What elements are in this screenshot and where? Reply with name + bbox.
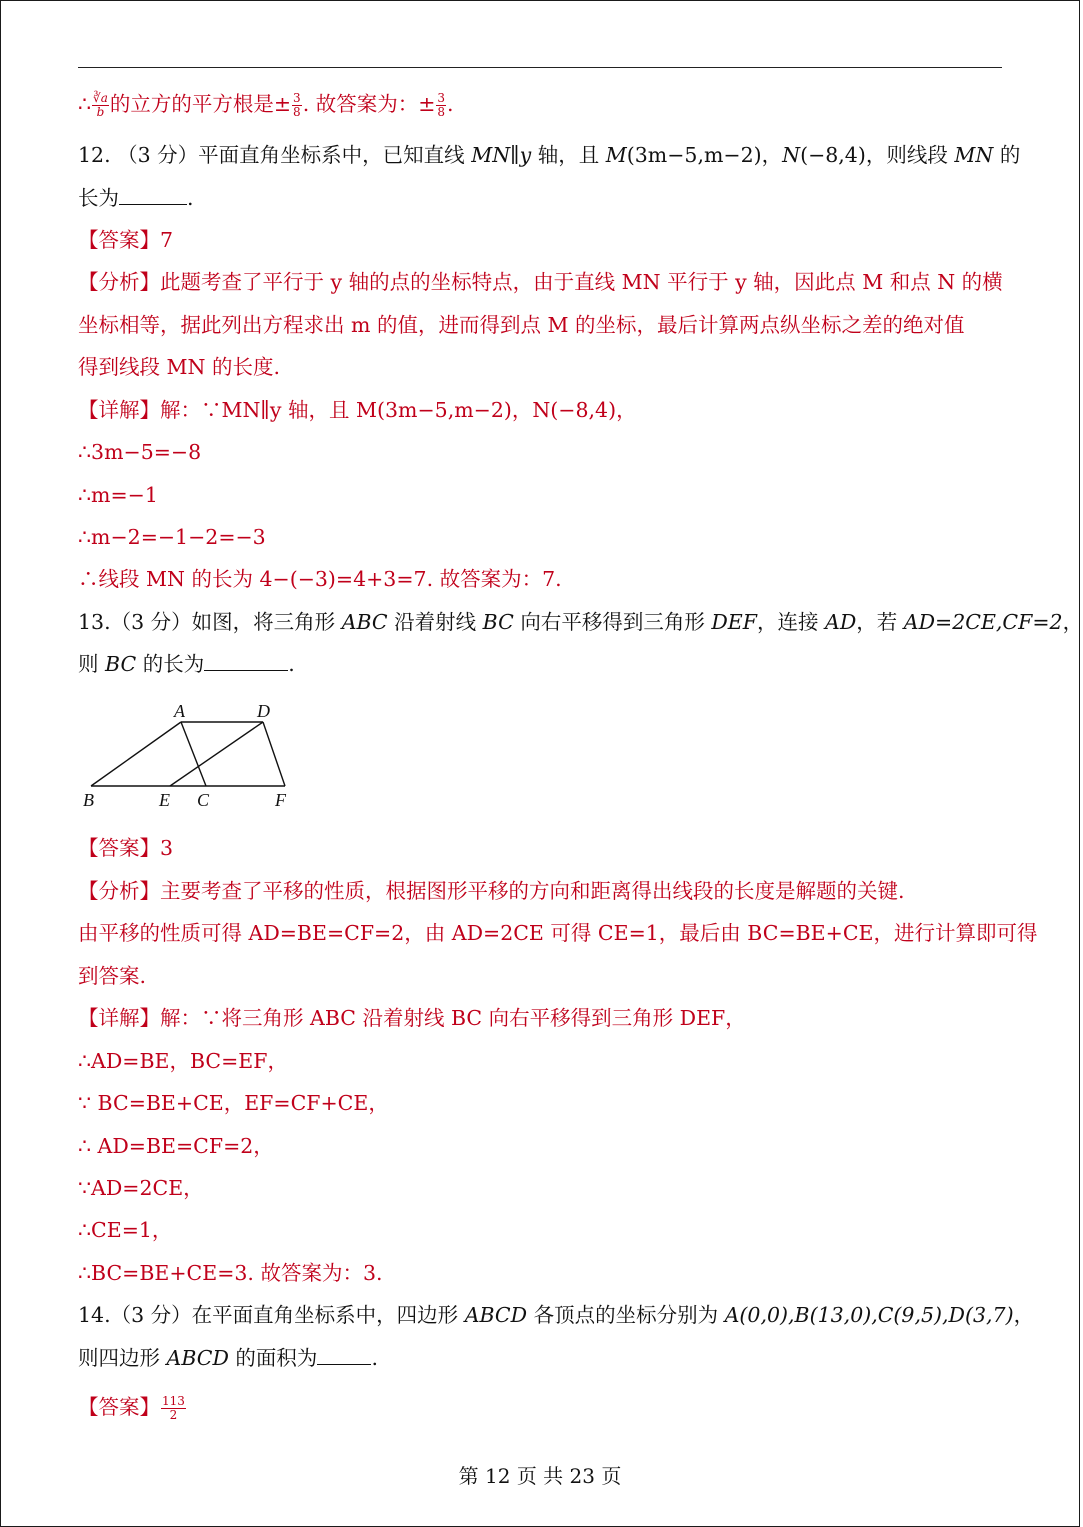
therefore-symbol: ∴: [78, 92, 92, 116]
q12-detail-line4: ∴m−2=−1−2=−3: [78, 525, 266, 549]
q13-detail-line1: 【详解】解：∵将三角形 ABC 沿着射线 BC 向右平移得到三角形 DEF，: [78, 1006, 746, 1030]
label-F: F: [275, 790, 286, 810]
answer-blank: [119, 186, 187, 205]
q14-answer: 【答案】 $\frac{113}{2}$: [78, 1394, 185, 1422]
answer-blank: [204, 652, 288, 671]
q12-detail-line1: 【详解】解：∵MN∥y 轴，且 M(3m−5,m−2)，N(−8,4)，: [78, 398, 637, 422]
q13-analysis-line2: 由平移的性质可得 AD=BE=CF=2，由 AD=2CE 可得 CE=1，最后由 BC=BE+CE，进行计算即可得: [78, 921, 1038, 945]
q13-detail-line3: ∵ BC=BE+CE，EF=CF+CE，: [78, 1091, 389, 1115]
translation-figure: [80, 700, 300, 812]
page-footer: 第 12 页 共 23 页: [458, 1464, 622, 1488]
label-B: B: [83, 790, 94, 810]
label-D: D: [257, 701, 270, 721]
q13-detail-line2: ∴AD=BE，BC=EF，: [78, 1049, 288, 1073]
segment-DE: [170, 722, 263, 786]
segment-AB: [91, 722, 181, 786]
label-E: E: [159, 790, 170, 810]
fraction-cbrt-a-over-b: $\frac{∛a}{b}$: [93, 91, 108, 119]
q12-question-line2: 长为 .: [78, 186, 194, 210]
q12-analysis-line1: 【分析】此题考查了平行于 y 轴的点的坐标特点，由于直线 MN 平行于 y 轴，因此点 M 和点 N 的横: [78, 270, 1003, 294]
label-A: A: [174, 701, 185, 721]
q12-question-line1: 12. （3 分）平面直角坐标系中，已知直线 MN∥y 轴，且 M(3m−5,m−2)，N(−8,4)，则线段 MN 的: [78, 143, 1021, 167]
segment-DF: [263, 722, 285, 786]
q13-answer: 【答案】3: [78, 836, 174, 860]
q11-conclusion: ∴ $\frac{∛a}{b}$ 的立方的平方根是± $\frac{3}{8}$ . 故答案为：± $\frac{3}{8}$ .: [78, 91, 454, 119]
q12-detail-line3: ∴m=−1: [78, 483, 158, 507]
fraction-3-8-answer: $\frac{3}{8}$: [437, 91, 446, 119]
answer-blank: [317, 1346, 371, 1365]
header-rule: [78, 67, 1002, 68]
q14-question-line2: 则四边形 ABCD 的面积为 .: [78, 1346, 378, 1370]
label-C: C: [197, 790, 210, 810]
q12-analysis-line2: 坐标相等，据此列出方程求出 m 的值，进而得到点 M 的坐标，最后计算两点纵坐标之差的绝对值: [78, 313, 965, 337]
q13-detail-line5: ∵AD=2CE，: [78, 1176, 204, 1200]
q13-detail-line6: ∴CE=1，: [78, 1218, 173, 1242]
q13-detail-line7: ∴BC=BE+CE=3. 故答案为：3.: [78, 1261, 383, 1285]
fraction-3-8: $\frac{3}{8}$: [293, 91, 301, 119]
q13-question-line1: 13.（3 分）如图，将三角形 ABC 沿着射线 BC 向右平移得到三角形 DEF，连接 AD，若 AD=2CE,CF=2，: [78, 610, 1083, 634]
q13-question-line2: 则 BC 的长为 .: [78, 652, 295, 676]
q12-detail-line2: ∴3m−5=−8: [78, 440, 202, 464]
q14-question-line1: 14.（3 分）在平面直角坐标系中，四边形 ABCD 各顶点的坐标分别为 A(0,0),B(13,0),C(9,5),D(3,7)，: [78, 1303, 1035, 1327]
q13-detail-line4: ∴ AD=BE=CF=2，: [78, 1134, 274, 1158]
q12-answer: 【答案】7: [78, 228, 174, 252]
q12-analysis-line3: 得到线段 MN 的长度.: [78, 355, 280, 379]
q13-analysis-line3: 到答案.: [78, 964, 147, 988]
q13-analysis-line1: 【分析】主要考查了平移的性质，根据图形平移的方向和距离得出线段的长度是解题的关键.: [78, 879, 905, 903]
q12-detail-line5: ∴线段 MN 的长为 4−(−3)=4+3=7. 故答案为：7.: [78, 567, 562, 591]
fraction-113-over-2: $\frac{113}{2}$: [162, 1394, 185, 1422]
